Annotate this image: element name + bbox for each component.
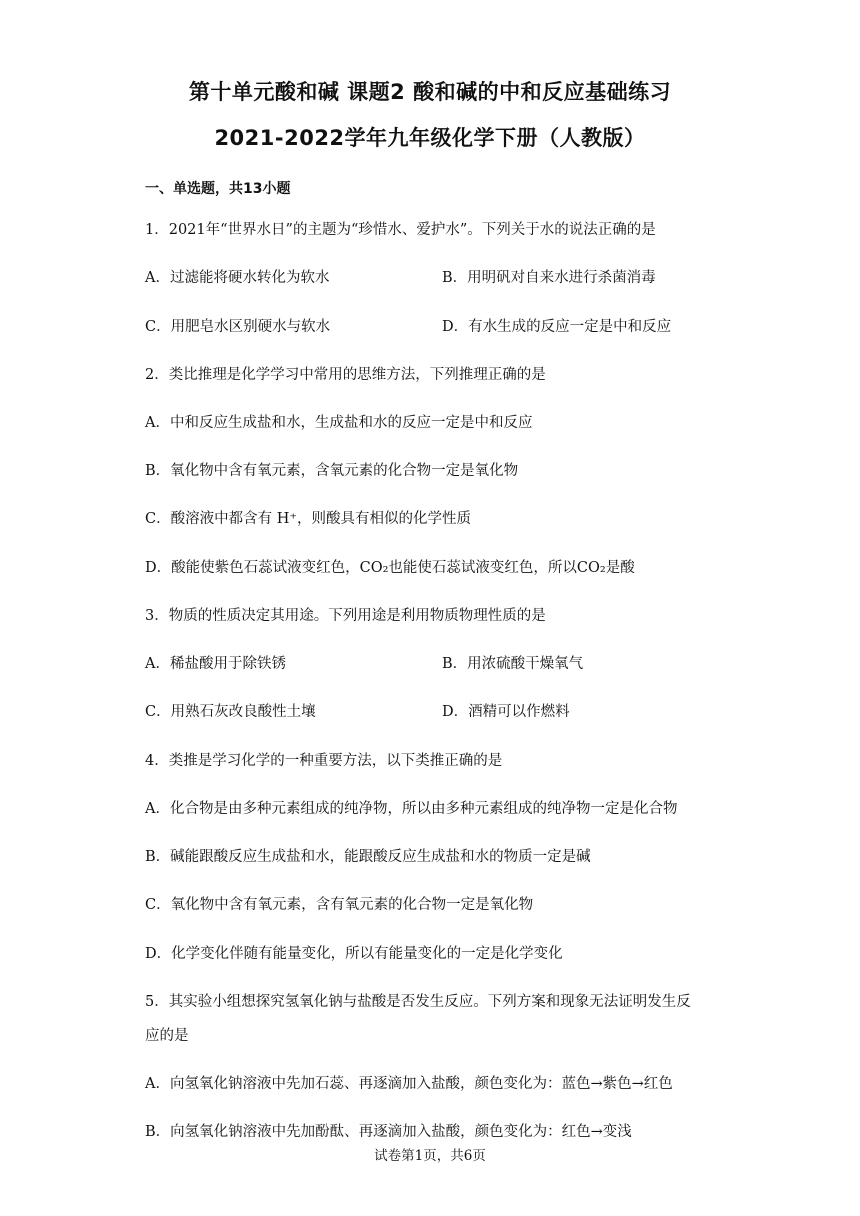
question-2-option-c: C．酸溶液中都含有 H⁺，则酸具有相似的化学性质 <box>145 511 472 527</box>
question-4-stem: 4．类推是学习化学的一种重要方法，以下类推正确的是 <box>145 753 503 769</box>
section-heading: 一、单选题，共13小题 <box>145 181 291 197</box>
question-2-stem: 2．类比推理是化学学习中常用的思维方法，下列推理正确的是 <box>145 367 546 383</box>
question-3-option-c: C．用熟石灰改良酸性土壤 <box>145 704 316 720</box>
question-4-option-d: D．化学变化伴随有能量变化，所以有能量变化的一定是化学变化 <box>145 946 563 962</box>
question-4-option-b: B．碱能跟酸反应生成盐和水，能跟酸反应生成盐和水的物质一定是碱 <box>145 849 591 865</box>
question-2-option-a: A．中和反应生成盐和水，生成盐和水的反应一定是中和反应 <box>145 415 533 431</box>
question-1-stem: 1．2021年“世界水日”的主题为“珍惜水、爱护水”。下列关于水的说法正确的是 <box>145 222 656 238</box>
question-2-option-d: D．酸能使紫色石蕊试液变红色，CO₂也能使石蕊试液变红色，所以CO₂是酸 <box>145 560 635 576</box>
question-5-option-a: A．向氢氧化钠溶液中先加石蕊、再逐滴加入盐酸，颜色变化为：蓝色→紫色→红色 <box>145 1076 673 1092</box>
question-4-option-c: C．氧化物中含有氧元素，含有氧元素的化合物一定是氧化物 <box>145 897 534 913</box>
question-1-option-a: A．过滤能将硬水转化为软水 <box>145 270 330 286</box>
question-1-option-c: C．用肥皂水区别硬水与软水 <box>145 319 331 335</box>
question-5-option-b: B．向氢氧化钠溶液中先加酚酞、再逐滴加入盐酸，颜色变化为：红色→变浅 <box>145 1124 632 1140</box>
question-3-option-b: B．用浓硫酸干燥氧气 <box>442 656 584 672</box>
question-4-option-a: A．化合物是由多种元素组成的纯净物，所以由多种元素组成的纯净物一定是化合物 <box>145 801 678 817</box>
page-title-line2: 2021-2022学年九年级化学下册（人教版） <box>214 126 646 150</box>
question-5-stem-line1: 5．其实验小组想探究氢氧化钠与盐酸是否发生反应。下列方案和现象无法证明发生反 <box>145 994 691 1010</box>
question-5-stem-line2: 应的是 <box>145 1028 189 1044</box>
page-title-line1: 第十单元酸和碱 课题2 酸和碱的中和反应基础练习 <box>188 80 672 104</box>
question-2-option-b: B．氧化物中含有氧元素，含氧元素的化合物一定是氧化物 <box>145 463 519 479</box>
question-3-stem: 3．物质的性质决定其用途。下列用途是利用物质物理性质的是 <box>145 608 546 624</box>
page-footer: 试卷第1页，共6页 <box>374 1148 486 1164</box>
question-3-option-a: A．稀盐酸用于除铁锈 <box>145 656 286 672</box>
question-1-option-d: D．有水生成的反应一定是中和反应 <box>442 319 672 335</box>
question-3-option-d: D．酒精可以作燃料 <box>442 704 570 720</box>
question-1-option-b: B．用明矾对自来水进行杀菌消毒 <box>442 270 656 286</box>
